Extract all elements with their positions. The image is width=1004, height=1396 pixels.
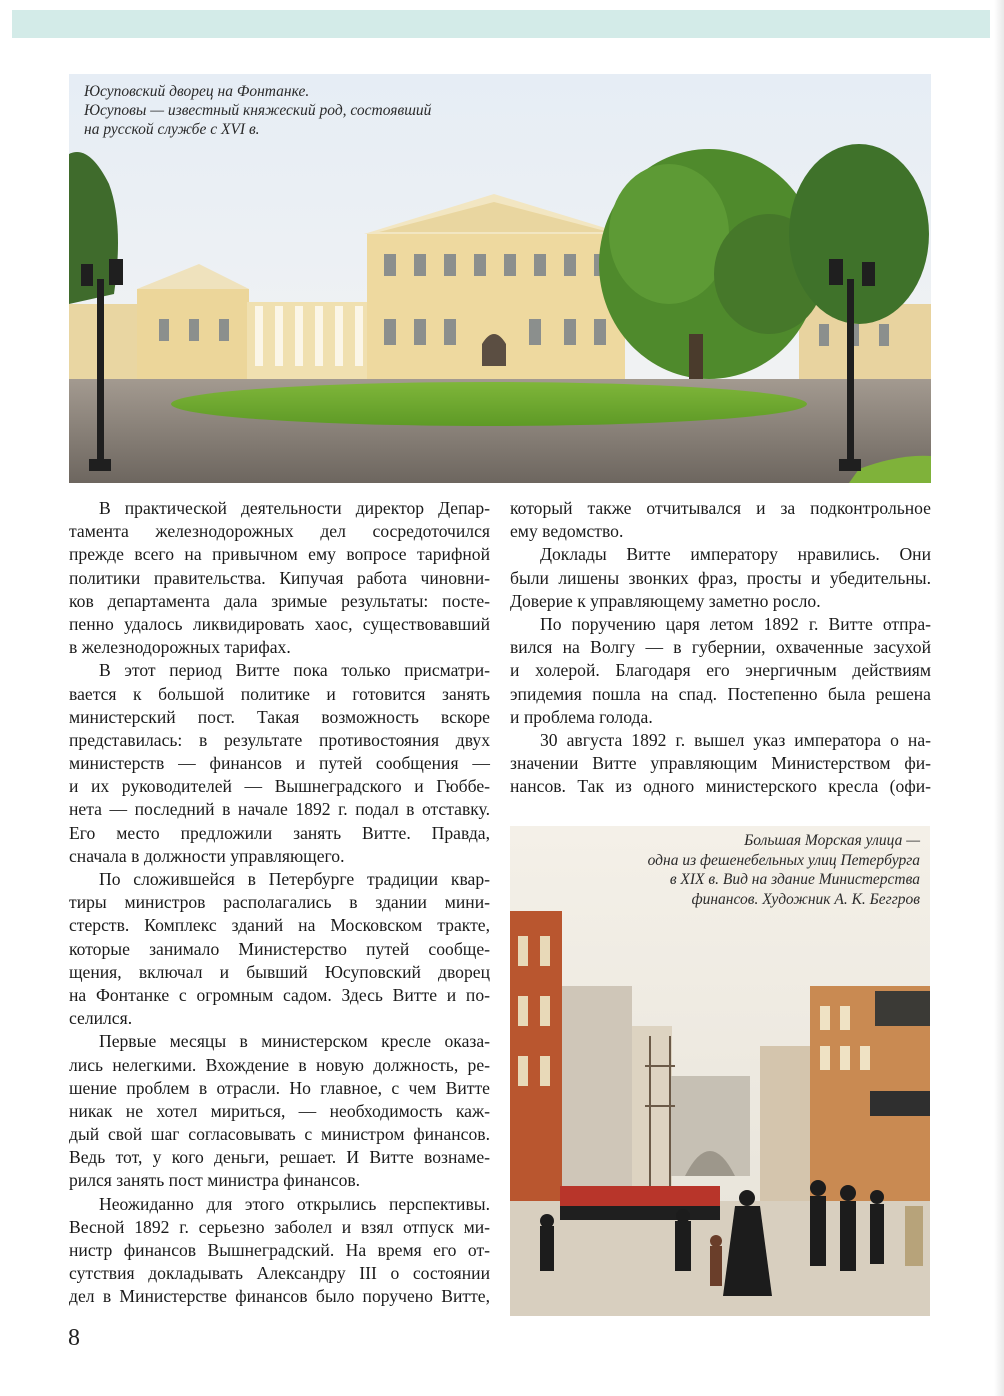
text-line: лись нелегкими. Вхождение в новую должность, ре- [69,1054,490,1075]
text-line: Его место предложили занять Витте. Правда, [69,822,490,843]
text-line: пенно удалось ликвидировать хаос, существовавший [69,613,490,634]
caption-line: в XIX в. Вид на здание Министерства [669,871,920,888]
text-line: дел в Министерстве финансов было поручено Витте, [69,1286,490,1307]
text-line: Весной 1892 г. серьезно заболел и взял отпуск ми- [69,1216,490,1237]
top-color-band [12,10,990,38]
left-text-column [69,497,490,1309]
text-line: По поручению царя летом 1892 г. Витте отпра- [540,613,931,634]
text-line: политики правительства. Кипучая работа чиновни- [69,567,490,588]
text-line: нета — последний в начале 1892 г. подал в отставку. [69,799,490,820]
text-line: нистр финансов Вышнеградский. На время его от- [69,1240,490,1260]
text-line: вается к большой политике и готовится занять [69,683,490,704]
text-line: были лишены звонких фраз, просты и убедительны. [510,567,931,588]
text-line: ков департамента дала зримые результаты: посте- [69,590,490,611]
text-line: Доклады Витте императору нравились. Они [540,544,931,565]
text-line: министерств — финансов и путей сообщения — [69,753,490,774]
text-line: дый свой шаг согласовывать с министром финансов. [69,1124,490,1145]
text-line: шение проблем в отрасли. Но главное, с чем Витте [69,1077,490,1098]
text-line: представилась: в результате противостояния двух [69,729,490,750]
top-photo-caption [84,82,554,139]
text-line: 30 августа 1892 г. вышел указ императора о на- [540,729,931,750]
text-line: Первые месяцы в министерском кресле оказа- [99,1031,490,1052]
caption-line: финансов. Художник А. К. Беггров [691,890,920,908]
text-line: Доверие к управляющему заметно росло. [510,590,821,611]
text-line: эпидемия пошла на спад. Постепенно была решена [510,683,931,704]
text-line: По сложившейся в Петербурге традиции квар- [99,869,490,889]
text-line: в железнодорожных тарифах. [69,637,291,658]
text-line: ему ведомство. [510,521,624,542]
text-line: селился. [69,1008,133,1029]
text-line: Ведь тот, у кого деньги, решает. И Витте вознаме- [69,1147,490,1168]
text-line: щения, включал и бывший Юсуповский дворец [69,961,490,982]
text-line: и их руководителей — Вышнеградского и Гюббе- [69,776,490,797]
text-line: рился занять пост министра финансов. [69,1170,361,1191]
text-line: на Фонтанке с огромным садом. Здесь Витте и по- [69,984,490,1005]
text-line: значении Витте управляющим Министерством фи- [510,753,931,774]
caption-line: на русской службе с XVI в. [84,121,260,138]
caption-line: Юсуповский дворец на Фонтанке. [84,83,310,100]
caption-line: Юсуповы — известный княжеский род, состоявший [84,102,432,119]
text-line: и проблема голода. [510,706,653,727]
text-line: нансов. Так из одного министерского кресла (офи- [510,776,931,797]
text-line: сутствия докладывать Александру III о состоянии [69,1263,490,1284]
painting-caption [560,831,920,909]
text-line: который также отчитывался и за подконтрольное [510,498,931,518]
text-line: и холерой. Благодаря его энергичным действиям [510,660,931,681]
page-number: 8 [68,1325,80,1351]
right-text-column [510,497,931,798]
text-line: сначала в должности управляющего. [69,845,345,866]
caption-line: одна из фешенебельных улиц Петербурга [647,851,920,869]
text-line: В практической деятельности директор Депар- [99,498,490,518]
text-line: никак не хотел мириться, — необходимость каж- [69,1100,490,1121]
page-edge-shadow [994,0,1004,1396]
text-line: В этот период Витте пока только присматри- [99,660,490,681]
text-line: тамента железнодорожных дел сосредоточился [69,521,490,542]
text-line: которые занимало Министерство путей сообще- [69,938,490,959]
text-line: министерский пост. Такая возможность вскоре [69,706,490,727]
text-line: тиры министров располагались в здании мини- [69,892,490,913]
text-line: стерств. Комплекс зданий на Московском тракте, [69,915,490,936]
text-line: вился на Волгу — в губернии, охваченные засухой [510,637,931,658]
text-line: Неожиданно для этого открылись перспективы. [99,1193,490,1214]
caption-line: Большая Морская улица — [744,832,920,849]
text-line: прежде всего на привычном ему вопросе тарифной [69,544,490,565]
